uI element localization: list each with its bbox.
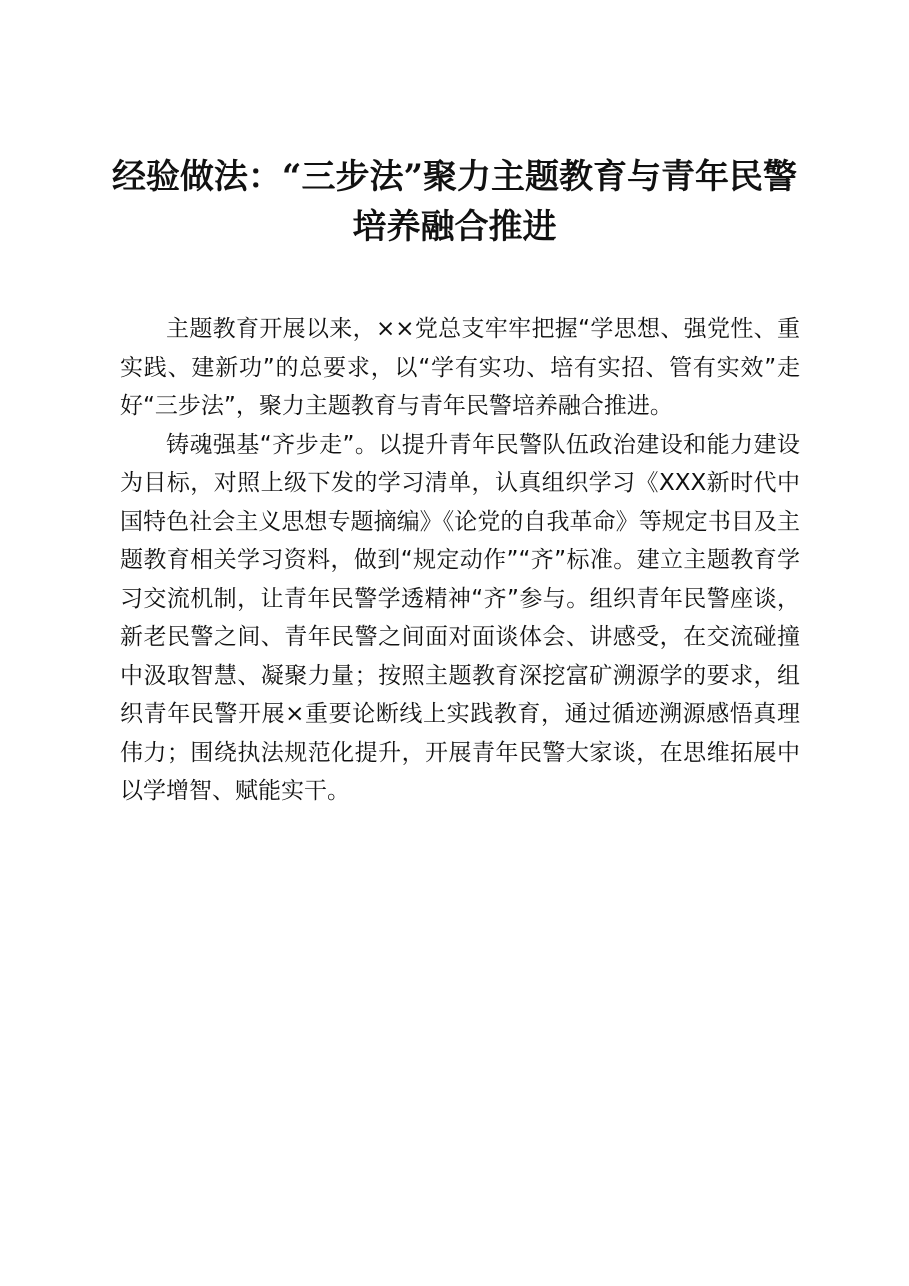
title-line-1: 经验做法：“三步法”聚力主题教育与青年民警 bbox=[111, 157, 798, 197]
paragraph-intro: 主题教育开展以来，××党总支牢牢把握“学思想、强党性、重实践、建新功”的总要求，以“学有实功、培有实招、管有实效”走好“三步法”，聚力主题教育与青年民警培养融合推进。 bbox=[120, 316, 800, 419]
document-title bbox=[100, 152, 809, 252]
document-body bbox=[120, 310, 800, 811]
paragraph-section-1: 铸魂强基“齐步走”。以提升青年民警队伍政治建设和能力建设为目标，对照上级下发的学习清单，认真组织学习《XXX新时代中国特色社会主义思想专题摘编》《论党的自我革命》等规定书目及主题教育相关学习资料，做到“规定动作”“齐”标准。建立主题教育学习交流机制，让青年民警学透精神“齐”参与。组织青年民警座谈，新老民警之间、青年民警之间面对面谈体会、讲感受，在交流碰撞中汲取智慧、凝聚力量；按照主题教育深挖富矿溯源学的要求，组织青年民警开展×重要论断线上实践教育，通过循迹溯源感悟真理伟力；围绕执法规范化提升，开展青年民警大家谈，在思维拓展中以学增智、赋能实干。 bbox=[120, 431, 800, 804]
title-line-2: 培养融合推进 bbox=[352, 207, 557, 247]
